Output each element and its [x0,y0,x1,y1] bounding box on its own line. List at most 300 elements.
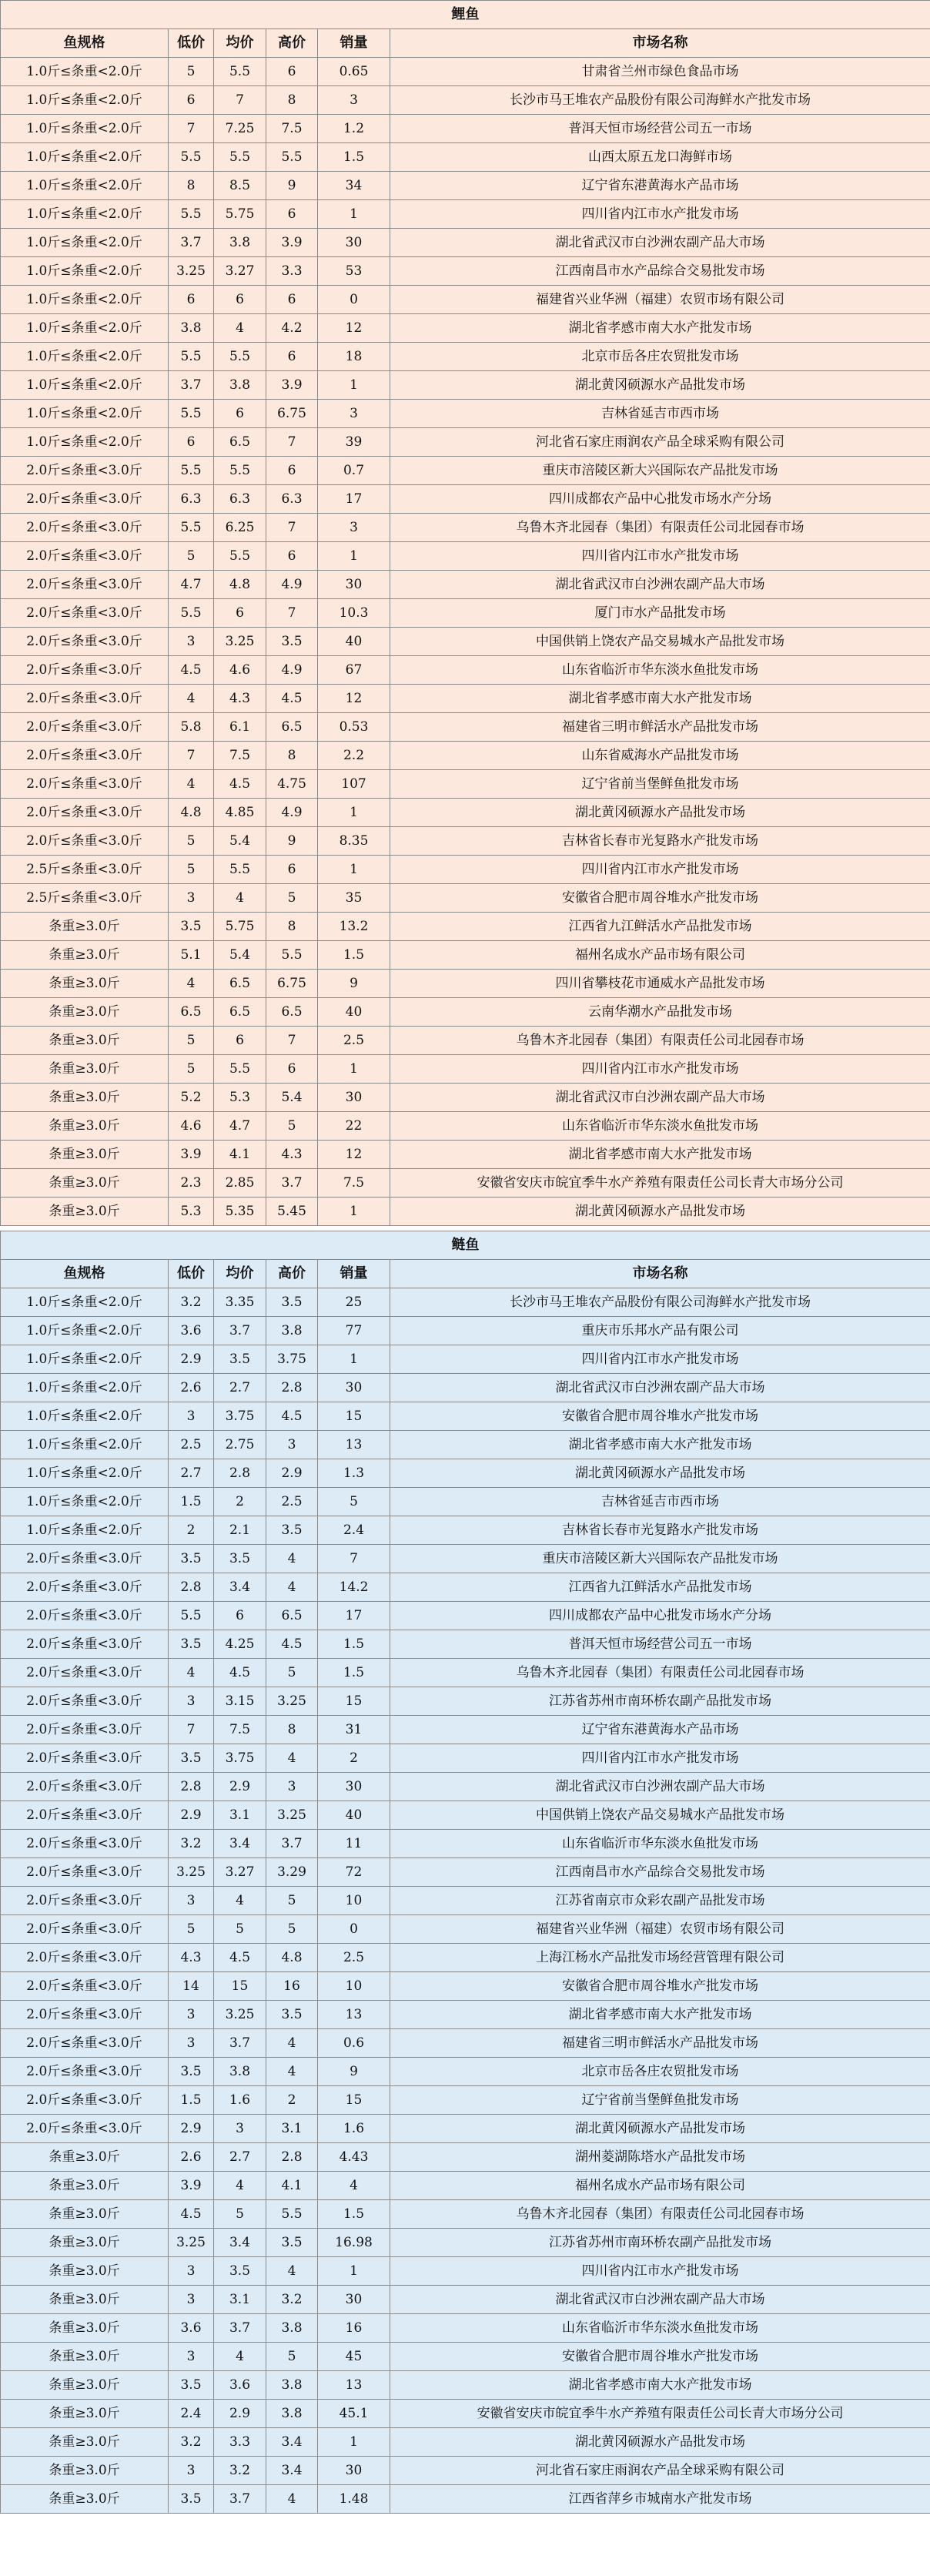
low-price-cell: 4.6 [169,1112,214,1141]
high-price-cell: 3.5 [266,1288,318,1317]
low-price-cell: 3 [169,1402,214,1431]
volume-cell: 1.6 [318,2115,390,2143]
high-price-header: 高价 [266,1260,318,1288]
spec-cell: 条重≥3.0斤 [1,2485,169,2514]
market-name-cell: 福州名成水产品市场有限公司 [390,941,930,970]
low-price-cell: 2.9 [169,1801,214,1830]
table-row [1,2001,930,2029]
market-name-cell: 江西南昌市水产品综合交易批发市场 [390,257,930,286]
spec-cell: 条重≥3.0斤 [1,2314,169,2343]
low-price-cell: 2.3 [169,1169,214,1198]
table-row [1,1488,930,1516]
market-name-cell: 江西省萍乡市城南水产批发市场 [390,2485,930,2514]
volume-cell: 10 [318,1887,390,1915]
high-price-cell: 3.3 [266,257,318,286]
low-price-cell: 3.5 [169,2058,214,2086]
high-price-cell: 7 [266,428,318,457]
table-row [1,257,930,286]
table-row [1,571,930,599]
market-name-cell: 重庆市涪陵区新大兴国际农产品批发市场 [390,1545,930,1573]
spec-cell: 2.0斤≤条重<3.0斤 [1,571,169,599]
volume-cell: 9 [318,2058,390,2086]
volume-cell: 1.5 [318,941,390,970]
market-name-cell: 四川省内江市水产批发市场 [390,200,930,229]
low-price-cell: 5.5 [169,457,214,485]
high-price-cell: 2.5 [266,1488,318,1516]
volume-cell: 30 [318,1773,390,1801]
avg-price-cell: 6.5 [214,998,266,1027]
high-price-cell: 16 [266,1972,318,2001]
low-price-cell: 2.6 [169,1374,214,1402]
table-row [1,1459,930,1488]
spec-cell: 1.0斤≤条重<2.0斤 [1,428,169,457]
spec-cell: 条重≥3.0斤 [1,1055,169,1084]
volume-cell: 1 [318,1055,390,1084]
low-price-cell: 4 [169,970,214,998]
high-price-cell: 3 [266,1773,318,1801]
volume-cell: 30 [318,571,390,599]
market-name-cell: 中国供销上饶农产品交易城水产品批发市场 [390,1801,930,1830]
avg-price-cell: 3.1 [214,1801,266,1830]
spec-cell: 2.0斤≤条重<3.0斤 [1,742,169,770]
volume-cell: 3 [318,86,390,115]
low-price-cell: 3.5 [169,2371,214,2400]
low-price-cell: 3.6 [169,1317,214,1345]
volume-cell: 17 [318,485,390,514]
high-price-cell: 3.7 [266,1830,318,1858]
low-price-cell: 3 [169,1887,214,1915]
volume-cell: 30 [318,2457,390,2485]
spec-cell: 条重≥3.0斤 [1,913,169,941]
spec-header: 鱼规格 [1,29,169,58]
market-name-cell: 福建省三明市鲜活水产品批发市场 [390,713,930,742]
avg-price-cell: 3.1 [214,2286,266,2314]
spec-cell: 2.0斤≤条重<3.0斤 [1,2086,169,2115]
silver-carp-price-table [0,1231,930,2514]
avg-price-cell: 5.5 [214,343,266,371]
low-price-cell: 5.5 [169,514,214,542]
spec-cell: 2.0斤≤条重<3.0斤 [1,628,169,656]
spec-cell: 条重≥3.0斤 [1,2257,169,2286]
volume-cell: 1.2 [318,115,390,143]
low-price-header: 低价 [169,29,214,58]
high-price-cell: 5.5 [266,941,318,970]
avg-price-cell: 3.5 [214,1545,266,1573]
volume-cell: 10 [318,1972,390,2001]
low-price-cell: 3.5 [169,913,214,941]
volume-cell: 67 [318,656,390,685]
high-price-cell: 5 [266,884,318,913]
low-price-cell: 5.5 [169,143,214,172]
high-price-cell: 5 [266,1112,318,1141]
avg-price-cell: 3 [214,2115,266,2143]
avg-price-cell: 15 [214,1972,266,2001]
avg-price-cell: 3.75 [214,1402,266,1431]
spec-cell: 2.0斤≤条重<3.0斤 [1,1915,169,1944]
spec-cell: 1.0斤≤条重<2.0斤 [1,200,169,229]
volume-cell: 45 [318,2343,390,2371]
volume-cell: 1 [318,2257,390,2286]
low-price-cell: 2.9 [169,2115,214,2143]
volume-cell: 18 [318,343,390,371]
spec-cell: 条重≥3.0斤 [1,2371,169,2400]
high-price-cell: 6 [266,200,318,229]
avg-price-header: 均价 [214,1260,266,1288]
spec-cell: 条重≥3.0斤 [1,1141,169,1169]
spec-cell: 2.0斤≤条重<3.0斤 [1,799,169,827]
high-price-cell: 3.1 [266,2115,318,2143]
avg-price-cell: 5.75 [214,200,266,229]
table-row [1,2485,930,2514]
high-price-cell: 4 [266,2485,318,2514]
table-row [1,770,930,799]
table-row [1,656,930,685]
market-name-cell: 辽宁省东港黄海水产品市场 [390,172,930,200]
spec-cell: 2.0斤≤条重<3.0斤 [1,1773,169,1801]
table-row [1,941,930,970]
spec-cell: 2.5斤≤条重<3.0斤 [1,884,169,913]
market-name-cell: 云南华潮水产品批发市场 [390,998,930,1027]
market-name-cell: 山东省临沂市华东淡水鱼批发市场 [390,1112,930,1141]
volume-cell: 16 [318,2314,390,2343]
high-price-cell: 3.8 [266,2400,318,2428]
volume-cell: 0 [318,286,390,314]
table-row [1,2115,930,2143]
table-row [1,172,930,200]
low-price-cell: 3.7 [169,229,214,257]
volume-cell: 1 [318,2428,390,2457]
high-price-cell: 7.5 [266,115,318,143]
avg-price-cell: 3.25 [214,628,266,656]
high-price-cell: 5 [266,1915,318,1944]
avg-price-cell: 3.27 [214,257,266,286]
table-row [1,713,930,742]
table-row [1,1169,930,1198]
volume-cell: 0.65 [318,58,390,86]
volume-cell: 14.2 [318,1573,390,1602]
market-name-cell: 河北省石家庄雨润农产品全球采购有限公司 [390,428,930,457]
avg-price-cell: 4.5 [214,1659,266,1687]
high-price-cell: 6.5 [266,1602,318,1630]
table-row [1,1773,930,1801]
table-row [1,2314,930,2343]
high-price-cell: 3 [266,1431,318,1459]
market-name-cell: 长沙市马王堆农产品股份有限公司海鲜水产批发市场 [390,86,930,115]
table-row [1,286,930,314]
table-row [1,1345,930,1374]
market-name-cell: 湖北黄冈硕源水产品批发市场 [390,1198,930,1226]
volume-cell: 53 [318,257,390,286]
high-price-cell: 3.25 [266,1801,318,1830]
avg-price-cell: 4 [214,1887,266,1915]
spec-cell: 条重≥3.0斤 [1,2343,169,2371]
market-name-cell: 安徽省合肥市周谷堆水产批发市场 [390,1402,930,1431]
volume-cell: 72 [318,1858,390,1887]
volume-header: 销量 [318,1260,390,1288]
avg-price-cell: 3.4 [214,1573,266,1602]
avg-price-cell: 3.35 [214,1288,266,1317]
table-row [1,2086,930,2115]
spec-cell: 1.0斤≤条重<2.0斤 [1,1345,169,1374]
avg-price-cell: 7.5 [214,742,266,770]
table-row [1,2200,930,2229]
high-price-cell: 4 [266,1573,318,1602]
market-name-cell: 湖北省武汉市白沙洲农副产品大市场 [390,1374,930,1402]
table-row [1,2457,930,2485]
low-price-cell: 3.2 [169,1830,214,1858]
low-price-cell: 2.8 [169,1573,214,1602]
spec-cell: 1.0斤≤条重<2.0斤 [1,1459,169,1488]
volume-cell: 4.43 [318,2143,390,2172]
avg-price-cell: 6 [214,286,266,314]
high-price-cell: 9 [266,172,318,200]
high-price-cell: 4 [266,2058,318,2086]
volume-cell: 16.98 [318,2229,390,2257]
high-price-cell: 9 [266,827,318,856]
market-name-cell: 河北省石家庄雨润农产品全球采购有限公司 [390,2457,930,2485]
market-name-cell: 安徽省安庆市皖宜季牛水产养殖有限责任公司长青大市场分公司 [390,2400,930,2428]
low-price-cell: 6 [169,86,214,115]
high-price-cell: 6 [266,286,318,314]
high-price-cell: 4.3 [266,1141,318,1169]
market-name-cell: 四川省内江市水产批发市场 [390,1345,930,1374]
volume-cell: 2 [318,1744,390,1773]
spec-cell: 条重≥3.0斤 [1,941,169,970]
low-price-cell: 2.9 [169,1345,214,1374]
low-price-cell: 3.25 [169,1858,214,1887]
avg-price-cell: 3.7 [214,2485,266,2514]
low-price-cell: 6 [169,286,214,314]
spec-cell: 条重≥3.0斤 [1,2428,169,2457]
volume-cell: 1 [318,542,390,571]
spec-cell: 2.0斤≤条重<3.0斤 [1,1944,169,1972]
high-price-cell: 4 [266,1545,318,1573]
high-price-cell: 3.8 [266,1317,318,1345]
volume-cell: 12 [318,1141,390,1169]
spec-cell: 2.0斤≤条重<3.0斤 [1,542,169,571]
low-price-cell: 14 [169,1972,214,2001]
high-price-cell: 4 [266,1744,318,1773]
low-price-cell: 4 [169,1659,214,1687]
volume-cell: 2.5 [318,1027,390,1055]
low-price-cell: 2 [169,1516,214,1545]
spec-cell: 1.0斤≤条重<2.0斤 [1,1402,169,1431]
high-price-cell: 5.5 [266,2200,318,2229]
low-price-cell: 3 [169,1687,214,1716]
volume-cell: 15 [318,1687,390,1716]
spec-cell: 2.0斤≤条重<3.0斤 [1,1830,169,1858]
market-name-cell: 安徽省合肥市周谷堆水产批发市场 [390,884,930,913]
market-name-cell: 四川成都农产品中心批发市场水产分场 [390,1602,930,1630]
volume-cell: 30 [318,1374,390,1402]
market-name-cell: 吉林省长春市光复路水产批发市场 [390,827,930,856]
avg-price-cell: 1.6 [214,2086,266,2115]
avg-price-cell: 5.5 [214,58,266,86]
volume-cell: 11 [318,1830,390,1858]
spec-cell: 条重≥3.0斤 [1,2286,169,2314]
spec-header: 鱼规格 [1,1260,169,1288]
high-price-cell: 3.8 [266,2314,318,2343]
low-price-cell: 5.2 [169,1084,214,1112]
market-name-cell: 湖北黄冈硕源水产品批发市场 [390,2115,930,2143]
table-row [1,2371,930,2400]
market-name-cell: 湖北省孝感市南大水产批发市场 [390,1141,930,1169]
table-row [1,628,930,656]
table-row [1,1431,930,1459]
spec-cell: 2.0斤≤条重<3.0斤 [1,1687,169,1716]
high-price-cell: 5 [266,1659,318,1687]
spec-cell: 1.0斤≤条重<2.0斤 [1,115,169,143]
low-price-cell: 3.5 [169,1744,214,1773]
volume-header: 销量 [318,29,390,58]
spec-cell: 2.0斤≤条重<3.0斤 [1,827,169,856]
avg-price-cell: 2.7 [214,2143,266,2172]
header-row [1,1260,930,1288]
high-price-cell: 3.5 [266,628,318,656]
avg-price-cell: 4.7 [214,1112,266,1141]
market-name-cell: 四川省内江市水产批发市场 [390,856,930,884]
avg-price-cell: 3.2 [214,2457,266,2485]
high-price-cell: 8 [266,1716,318,1744]
avg-price-cell: 5.5 [214,457,266,485]
market-name-cell: 湖北省孝感市南大水产批发市场 [390,685,930,713]
section-title: 鲢鱼 [1,1231,930,1260]
high-price-cell: 2.9 [266,1459,318,1488]
spec-cell: 1.0斤≤条重<2.0斤 [1,86,169,115]
table-row [1,1830,930,1858]
high-price-cell: 4.5 [266,685,318,713]
avg-price-cell: 5.4 [214,941,266,970]
avg-price-cell: 4.3 [214,685,266,713]
high-price-cell: 3.5 [266,1516,318,1545]
table-row [1,1288,930,1317]
volume-cell: 3 [318,400,390,428]
high-price-cell: 4.2 [266,314,318,343]
market-name-cell: 甘肃省兰州市绿色食品市场 [390,58,930,86]
volume-cell: 1 [318,1198,390,1226]
market-name-cell: 福建省三明市鲜活水产品批发市场 [390,2029,930,2058]
table-row [1,1944,930,1972]
spec-cell: 2.0斤≤条重<3.0斤 [1,1887,169,1915]
market-name-cell: 湖北黄冈硕源水产品批发市场 [390,1459,930,1488]
high-price-cell: 4.5 [266,1630,318,1659]
table-row [1,1198,930,1226]
low-price-cell: 5.5 [169,599,214,628]
avg-price-cell: 6.5 [214,970,266,998]
spec-cell: 2.0斤≤条重<3.0斤 [1,457,169,485]
low-price-cell: 6.5 [169,998,214,1027]
avg-price-cell: 6.5 [214,428,266,457]
spec-cell: 2.0斤≤条重<3.0斤 [1,713,169,742]
spec-cell: 1.0斤≤条重<2.0斤 [1,143,169,172]
volume-cell: 7 [318,1545,390,1573]
market-name-cell: 四川省攀枝花市通威水产品批发市场 [390,970,930,998]
high-price-cell: 6.5 [266,998,318,1027]
low-price-cell: 5.1 [169,941,214,970]
low-price-cell: 3.5 [169,1545,214,1573]
avg-price-cell: 7 [214,86,266,115]
market-name-cell: 辽宁省前当堡鲜鱼批发市场 [390,2086,930,2115]
header-row [1,29,930,58]
volume-cell: 1 [318,200,390,229]
market-name-cell: 山东省临沂市华东淡水鱼批发市场 [390,2314,930,2343]
table-row [1,514,930,542]
spec-cell: 条重≥3.0斤 [1,1084,169,1112]
table-row [1,1801,930,1830]
table-row [1,827,930,856]
volume-cell: 15 [318,1402,390,1431]
table-row [1,1545,930,1573]
table-row [1,2400,930,2428]
spec-cell: 1.0斤≤条重<2.0斤 [1,1488,169,1516]
spec-cell: 条重≥3.0斤 [1,2400,169,2428]
volume-cell: 0.53 [318,713,390,742]
high-price-cell: 6.75 [266,400,318,428]
high-price-cell: 7 [266,1027,318,1055]
high-price-cell: 4.75 [266,770,318,799]
spec-cell: 1.0斤≤条重<2.0斤 [1,257,169,286]
avg-price-cell: 6.25 [214,514,266,542]
volume-cell: 1 [318,799,390,827]
volume-cell: 31 [318,1716,390,1744]
volume-cell: 17 [318,1602,390,1630]
spec-cell: 2.0斤≤条重<3.0斤 [1,514,169,542]
volume-cell: 25 [318,1288,390,1317]
avg-price-cell: 4.1 [214,1141,266,1169]
market-name-cell: 四川省内江市水产批发市场 [390,542,930,571]
low-price-cell: 3 [169,2257,214,2286]
spec-cell: 条重≥3.0斤 [1,1027,169,1055]
avg-price-cell: 4.5 [214,1944,266,1972]
volume-cell: 1.5 [318,1630,390,1659]
low-price-cell: 3 [169,884,214,913]
spec-cell: 条重≥3.0斤 [1,2143,169,2172]
low-price-cell: 2.8 [169,1773,214,1801]
avg-price-cell: 3.7 [214,2314,266,2343]
low-price-cell: 3.9 [169,2172,214,2200]
avg-price-cell: 6 [214,1027,266,1055]
spec-cell: 1.0斤≤条重<2.0斤 [1,371,169,400]
high-price-cell: 2.8 [266,2143,318,2172]
high-price-cell: 6 [266,1055,318,1084]
spec-cell: 条重≥3.0斤 [1,1198,169,1226]
table-row [1,1112,930,1141]
low-price-cell: 7 [169,1716,214,1744]
volume-cell: 34 [318,172,390,200]
table-row [1,86,930,115]
low-price-cell: 3.6 [169,2314,214,2343]
high-price-cell: 3.7 [266,1169,318,1198]
avg-price-cell: 3.4 [214,2229,266,2257]
avg-price-cell: 5.5 [214,143,266,172]
high-price-cell: 4.8 [266,1944,318,1972]
high-price-cell: 8 [266,913,318,941]
table-row [1,1027,930,1055]
avg-price-cell: 2.7 [214,1374,266,1402]
market-name-cell: 乌鲁木齐北园春（集团）有限责任公司北园春市场 [390,1659,930,1687]
avg-price-cell: 2.8 [214,1459,266,1488]
volume-cell: 40 [318,998,390,1027]
avg-price-cell: 3.6 [214,2371,266,2400]
market-name-header: 市场名称 [390,1260,930,1288]
spec-cell: 条重≥3.0斤 [1,998,169,1027]
high-price-cell: 6 [266,457,318,485]
table-row [1,2257,930,2286]
table-row [1,1716,930,1744]
avg-price-cell: 4.8 [214,571,266,599]
avg-price-cell: 4.5 [214,770,266,799]
avg-price-cell: 3.25 [214,2001,266,2029]
